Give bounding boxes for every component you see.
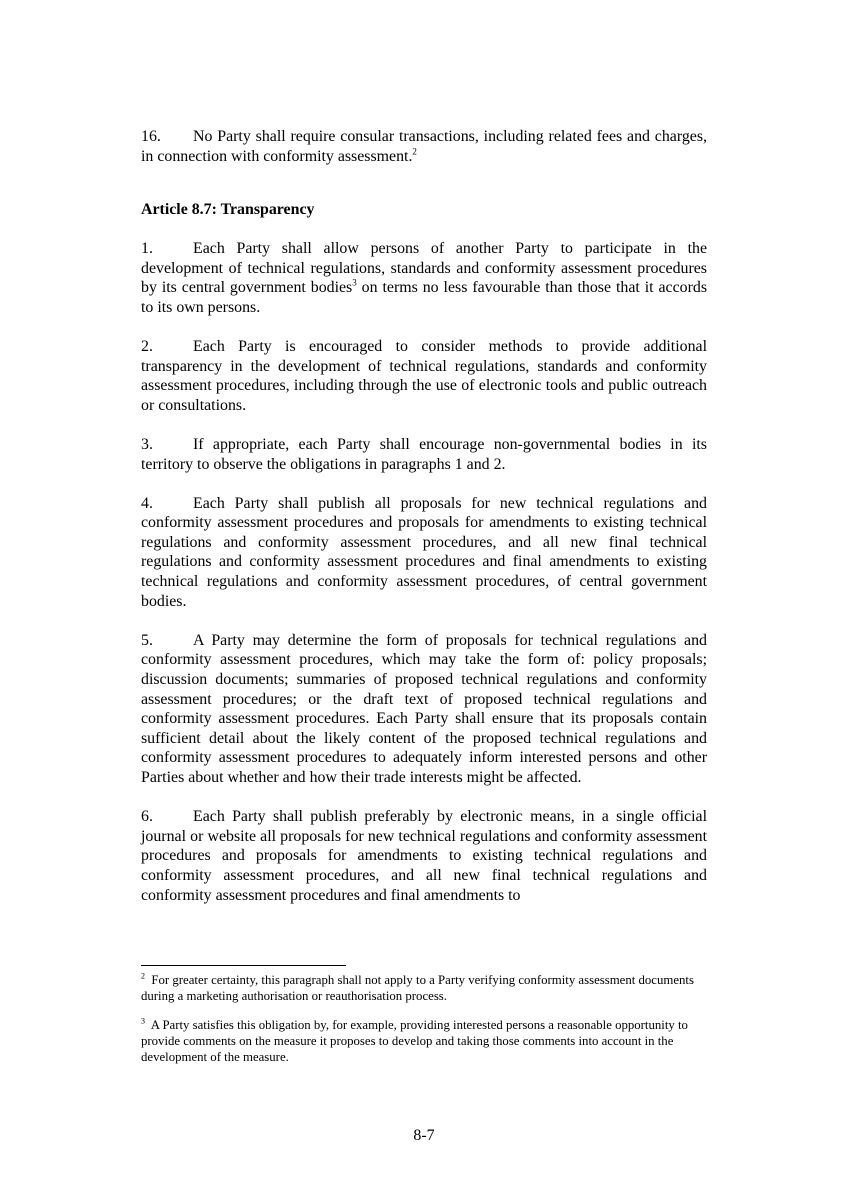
paragraph-number: 3. <box>141 435 153 453</box>
paragraph-number: 16. <box>141 128 161 145</box>
paragraph-5 <box>141 631 707 788</box>
paragraph-text: A Party may determine the form of proposals for technical regulations and conformity assessment procedures, which may take the form of: policy proposals; discussion documents; summaries of proposed technical regulations and conformity assessment procedures; or the draft text of proposed technical regulations and conformity assessment procedures. Each Party shall ensure that its proposals contain sufficient detail about the likely content of the proposed technical regulations and conformity assessment procedures to adequately inform interested persons and other Parties about whether and how their trade interests might be affected. <box>141 631 707 786</box>
paragraph-6 <box>141 807 707 905</box>
footnotes <box>141 972 707 1078</box>
footnote-2 <box>141 972 707 1004</box>
paragraph-number: 6. <box>141 808 153 826</box>
paragraph-2 <box>141 337 707 415</box>
page-number: 8-7 <box>413 1127 435 1144</box>
paragraph-text: Each Party shall publish preferably by electronic means, in a single official journal or website all proposals for new technical regulations and conformity assessment procedures and proposals for amendments to existing technical regulations and conformity assessment procedures, and all new final technical regulations and conformity assessment procedures and final amendments to <box>141 808 707 904</box>
footnote-text: A Party satisfies this obligation by, for example, providing interested persons a reasonable opportunity to provide comments on the measure it proposes to develop and taking those comments into account in the development of the measure. <box>141 1018 688 1064</box>
paragraph-number: 5. <box>141 631 153 649</box>
paragraph-text: No Party shall require consular transactions, including related fees and charges, in connection with conformity assessment. <box>141 128 707 165</box>
paragraph-3 <box>141 435 707 474</box>
paragraph-number: 2. <box>141 337 153 355</box>
paragraph-16 <box>141 127 707 166</box>
document-body <box>141 127 707 925</box>
paragraph-text: Each Party is encouraged to consider methods to provide additional transparency in the development of technical regulations, standards and conformity assessment procedures, including through the use of electronic tools and public outreach or consultations. <box>141 337 707 414</box>
footnote-marker: 2 <box>141 971 145 981</box>
paragraph-text-continued: on terms no less favourable than those that it accords to its own persons. <box>141 279 707 316</box>
paragraph-text: Each Party shall publish all proposals for new technical regulations and conformity assessment procedures and proposals for amendments to existing technical regulations and conformity assessment procedures, and all new final technical regulations and conformity assessment procedures and final amendments to existing technical regulations and conformity assessment procedures, of central government bodies. <box>141 494 707 610</box>
footnote-marker: 3 <box>141 1016 145 1026</box>
footnote-reference[interactable]: 3 <box>352 277 357 288</box>
paragraph-1 <box>141 239 707 317</box>
footnote-3 <box>141 1017 707 1065</box>
article-heading: Article 8.7: Transparency <box>141 200 315 218</box>
footnote-separator <box>141 965 346 966</box>
paragraph-number: 4. <box>141 494 153 512</box>
footnote-text: For greater certainty, this paragraph shall not apply to a Party verifying conformity assessment documents during a marketing authorisation or reauthorisation process. <box>141 973 694 1003</box>
paragraph-text: If appropriate, each Party shall encourage non-governmental bodies in its territory to observe the obligations in paragraphs 1 and 2. <box>141 435 707 473</box>
footnote-reference[interactable]: 2 <box>412 146 417 157</box>
paragraph-number: 1. <box>141 239 153 257</box>
paragraph-text: Each Party shall allow persons of another Party to participate in the development of technical regulations, standards and conformity assessment procedures by its central government bodies <box>141 239 707 297</box>
paragraph-4 <box>141 494 707 612</box>
